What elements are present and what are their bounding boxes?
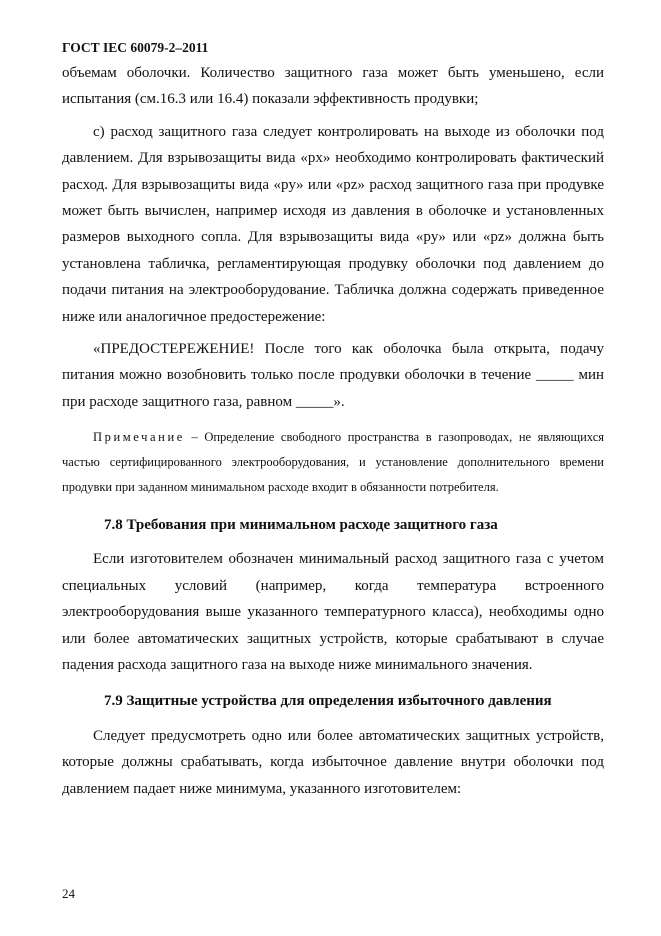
note-label: Примечание	[93, 430, 185, 445]
page-body	[62, 60, 604, 802]
note-paragraph	[62, 425, 604, 499]
paragraph-continuation: объемам оболочки. Количество защитного газа может быть уменьшено, если испытания (см.16.3 или 16.4) показали эффективность продувки;	[62, 65, 604, 108]
page-number: 24	[62, 886, 75, 901]
paragraph-7-9-body: Следует предусмотреть одно или более автоматических защитных устройств, которые должны срабатывать, когда избыточное давление внутри оболочки под давлением падает ниже минимума, указанного изготовителем:	[62, 727, 604, 797]
section-heading-7-9: 7.9 Защитные устройства для определения избыточного давления	[104, 693, 552, 710]
note-text: – Определение свободного пространства в газопроводах, не являющихся частью сертифицированного электрооборудования, и установление дополнительного времени продувки при заданном минимальном расходе входит в обязанности потребителя.	[62, 430, 604, 494]
section-heading-7-8: 7.8 Требования при минимальном расходе защитного газа	[104, 516, 498, 533]
paragraph-warning: «ПРЕДОСТЕРЕЖЕНИЕ! После того как оболочка была открыта, подачу питания можно возобновить только после продувки оболочки в течение _____ мин при расходе защитного газа, равном _____».	[62, 341, 604, 410]
paragraph-item-c: с) расход защитного газа следует контролировать на выходе из оболочки под давлением. Для взрывозащиты вида «px» необходимо контролировать фактический расход. Для взрывозащиты вида «py» или «pz» расход защитного газа при продувке может быть вычислен, например исходя из давления в оболочке и установленных размеров выходного сопла. Для взрывозащиты вида «py» или «pz» должна быть установлена табличка, регламентирующая продувку оболочки под давлением до подачи питания на электрооборудование. Табличка должна содержать приведенное ниже или аналогичное предостережение:	[62, 123, 604, 325]
paragraph-7-8-body: Если изготовителем обозначен минимальный расход защитного газа с учетом специальных условий (например, когда температура встроенного электрооборудования выше указанного температурного класса), необходимы одно или более автоматических защитных устройств, которые срабатывают в случае падения расхода защитного газа на выходе ниже минимального значения.	[62, 551, 604, 673]
document-header: ГОСТ IEC 60079-2–2011	[62, 40, 209, 55]
